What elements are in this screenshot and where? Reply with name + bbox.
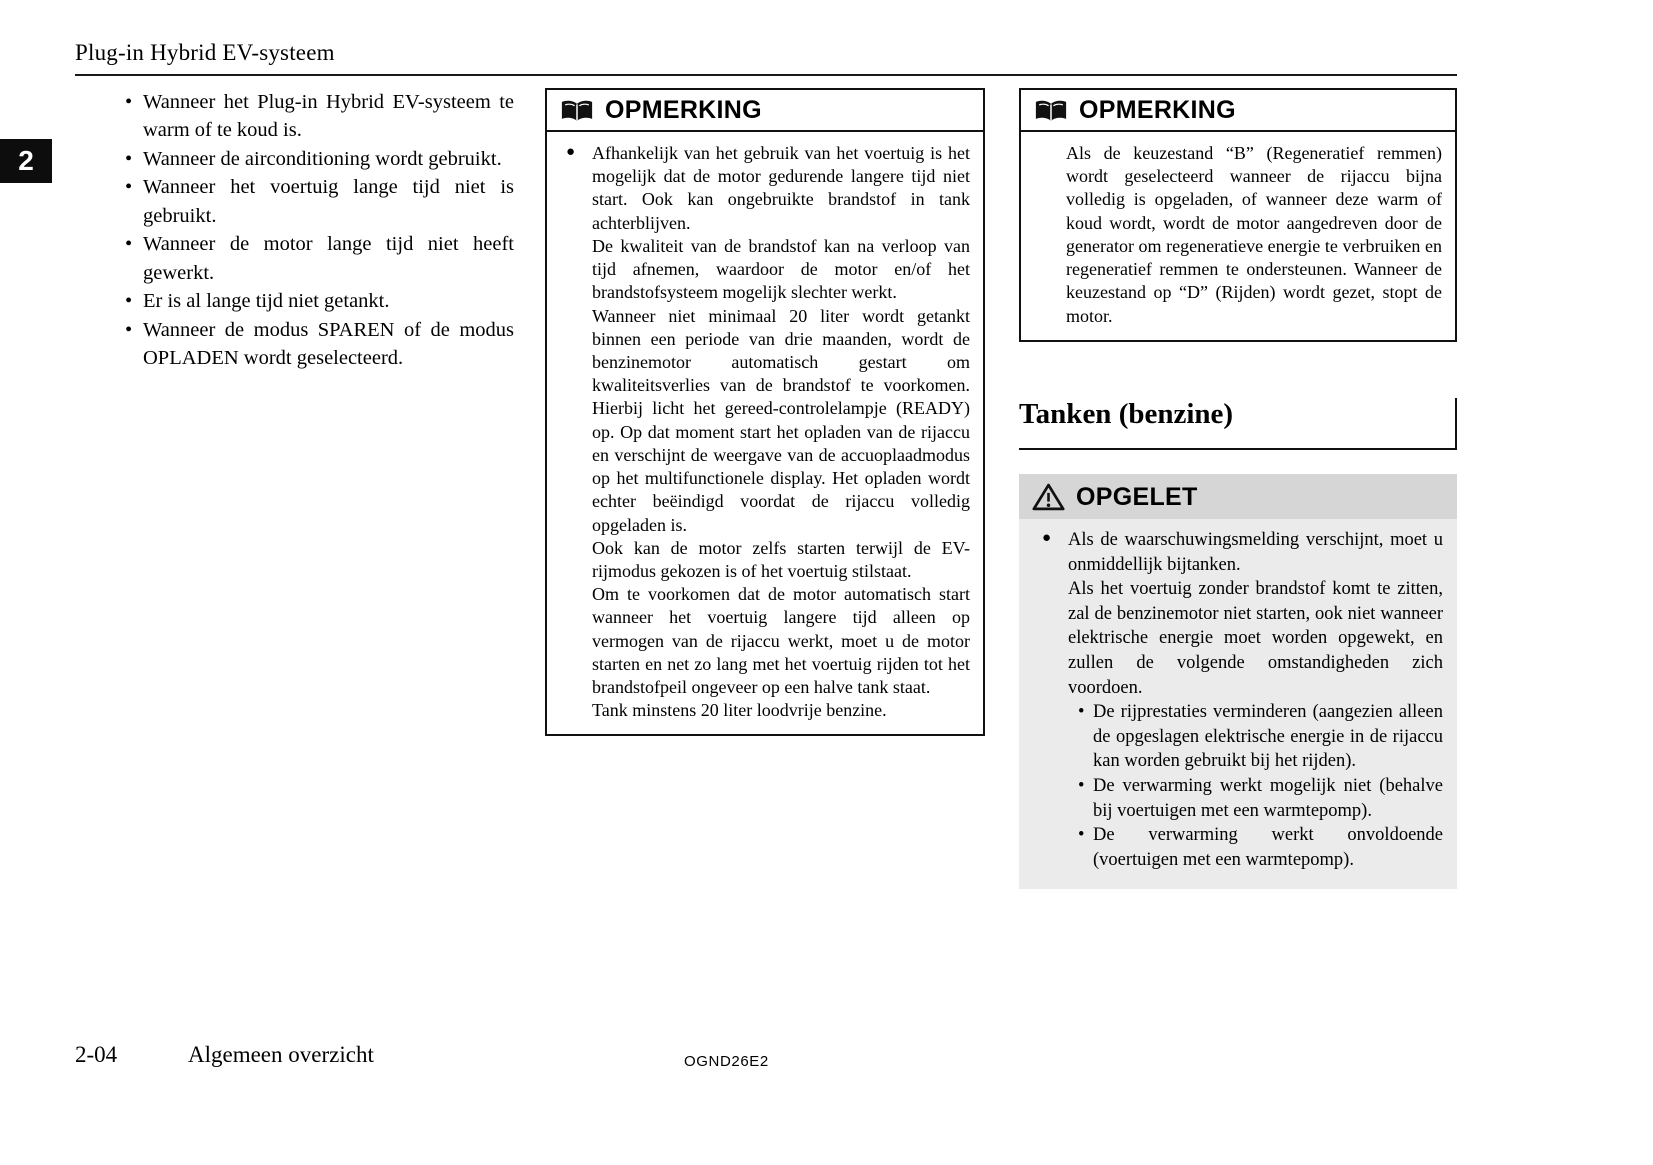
warning-triangle-icon <box>1032 482 1065 512</box>
list-item <box>122 287 514 315</box>
list-item <box>122 316 514 373</box>
page-header-title: Plug-in Hybrid EV-systeem <box>75 40 335 65</box>
list-item-text: Wanneer de modus SPAREN of de modus OPLADEN wordt geselecteerd. <box>143 318 514 370</box>
header-rule <box>75 74 1457 76</box>
footer-section-title: Algemeen overzicht <box>188 1042 374 1067</box>
note-box-body <box>1021 132 1455 340</box>
note-box-title: OPMERKING <box>1079 96 1236 124</box>
caution-paragraph-text: Als de waarschuwingsmelding verschijnt, moet u onmiddellijk bijtanken. <box>1068 530 1443 575</box>
open-book-icon <box>1034 98 1068 124</box>
bullet-marker: • <box>125 91 133 113</box>
note-paragraph: De kwaliteit van de brandstof kan na verloop van tijd afnemen, waardoor de motor en/of het brandstofsysteem mogelijk slechter werkt. <box>592 235 970 303</box>
footer-page-number: 2-04 <box>75 1042 118 1067</box>
note-box-engine <box>545 88 985 736</box>
bullet-marker: • <box>125 176 133 199</box>
bullet-marker: • <box>1078 702 1085 723</box>
list-item <box>1078 823 1443 872</box>
note-box-header <box>1021 90 1455 132</box>
note-paragraph: Ook kan de motor zelfs starten terwijl de EV-rijmodus gekozen is of het voertuig stilstaat. <box>592 537 970 581</box>
bullet-marker: • <box>125 147 133 170</box>
list-item <box>122 88 514 145</box>
note-paragraph-text: Afhankelijk van het gebruik van het voertuig is het mogelijk dat de motor gedurende langere tijd niet start. Ook kan ongebruikte brandstof in tank achterblijven. <box>592 143 970 233</box>
bullet-marker: • <box>125 290 133 313</box>
caution-box-body <box>1019 519 1457 889</box>
list-item <box>1078 774 1443 823</box>
section-heading-tanken <box>1019 398 1457 450</box>
note-paragraph: Tank minstens 20 liter loodvrije benzine. <box>592 700 887 721</box>
caution-box <box>1019 474 1457 889</box>
list-item-text: De verwarming werkt onvoldoende (voertuigen met een warmtepomp). <box>1093 825 1443 870</box>
list-item <box>122 230 514 287</box>
caution-box-title: OPGELET <box>1076 482 1198 511</box>
left-bullet-list <box>122 88 514 373</box>
list-item-text: Er is al lange tijd niet getankt. <box>143 290 390 313</box>
bullet-marker: • <box>1078 775 1085 796</box>
bullet-marker: • <box>125 233 133 256</box>
bullet-marker: • <box>1078 825 1085 846</box>
section-heading-text: Tanken (benzine) <box>1019 398 1234 430</box>
chapter-tab: 2 <box>0 139 52 183</box>
list-item-text: De rijprestaties verminderen (aangezien alleen de opgeslagen elektrische energie in de rijaccu kan worden gebruikt bij het rijden). <box>1093 702 1443 772</box>
open-book-icon <box>560 98 594 124</box>
note-paragraph: Als de keuzestand “B” (Regeneratief remmen) wordt geselecteerd wanneer de rijaccu bijna volledig is opgeladen, of wanneer deze warm of koud wordt, wordt de motor aangedreven door de generator om regeneratieve energie te verbruiken en regeneratief remmen te ondersteunen. Wanneer de keuzestand op “D” (Rijden) wordt gezet, stopt de motor. <box>1066 143 1442 326</box>
note-box-body <box>547 132 983 734</box>
list-item-text: De verwarming werkt mogelijk niet (behalve bij voertuigen met een warmtepomp). <box>1093 775 1443 821</box>
dot-bullet-marker: ● <box>566 144 576 160</box>
list-item <box>122 145 514 173</box>
list-item-text: Wanneer het Plug-in Hybrid EV-systeem te warm of te koud is. <box>143 91 514 142</box>
footer-doc-code: OGND26E2 <box>684 1053 769 1070</box>
list-item-text: Wanneer de motor lange tijd niet heeft gewerkt. <box>143 233 514 284</box>
note-paragraph: Wanneer niet minimaal 20 liter wordt getankt binnen een periode van drie maanden, wordt de benzinemotor automatisch gestart om kwaliteitsverlies van de brandstof te voorkomen. Hierbij licht het gereed-controlelampje (READY) op. Op dat moment start het opladen van de rijaccu en verschijnt de weergave van de accuoplaadmodus op het multifunctionele display. Het opladen wordt echter beëindigd voordat de rijaccu volledig opgeladen is. <box>592 305 970 535</box>
bullet-marker: • <box>125 318 133 341</box>
note-box-header <box>547 90 983 132</box>
list-item <box>1078 700 1443 774</box>
caution-sub-list <box>1042 700 1443 872</box>
list-item-text: Wanneer de airconditioning wordt gebruikt. <box>143 147 502 170</box>
list-item-text: Wanneer het voertuig lange tijd niet is gebruikt. <box>143 176 514 227</box>
note-paragraph <box>566 142 970 235</box>
note-box-regen <box>1019 88 1457 342</box>
list-item <box>122 173 514 230</box>
caution-paragraph <box>1042 528 1443 577</box>
caution-box-header <box>1019 474 1457 519</box>
note-box-title: OPMERKING <box>605 96 762 124</box>
dot-bullet-marker: ● <box>1042 530 1052 546</box>
note-paragraph: Om te voorkomen dat de motor automatisch start wanneer het voertuig langere tijd alleen op vermogen van de rijaccu werkt, moet u de motor starten en net zo lang met het voertuig rijden tot het brandstofpeil ongeveer op een halve tank staat. <box>592 584 970 698</box>
caution-paragraph: Als het voertuig zonder brandstof komt te zitten, zal de benzinemotor niet starten, ook niet wanneer elektrische energie moet worden opgewekt, en zullen de volgende omstandigheden zich voordoen. <box>1068 579 1443 698</box>
